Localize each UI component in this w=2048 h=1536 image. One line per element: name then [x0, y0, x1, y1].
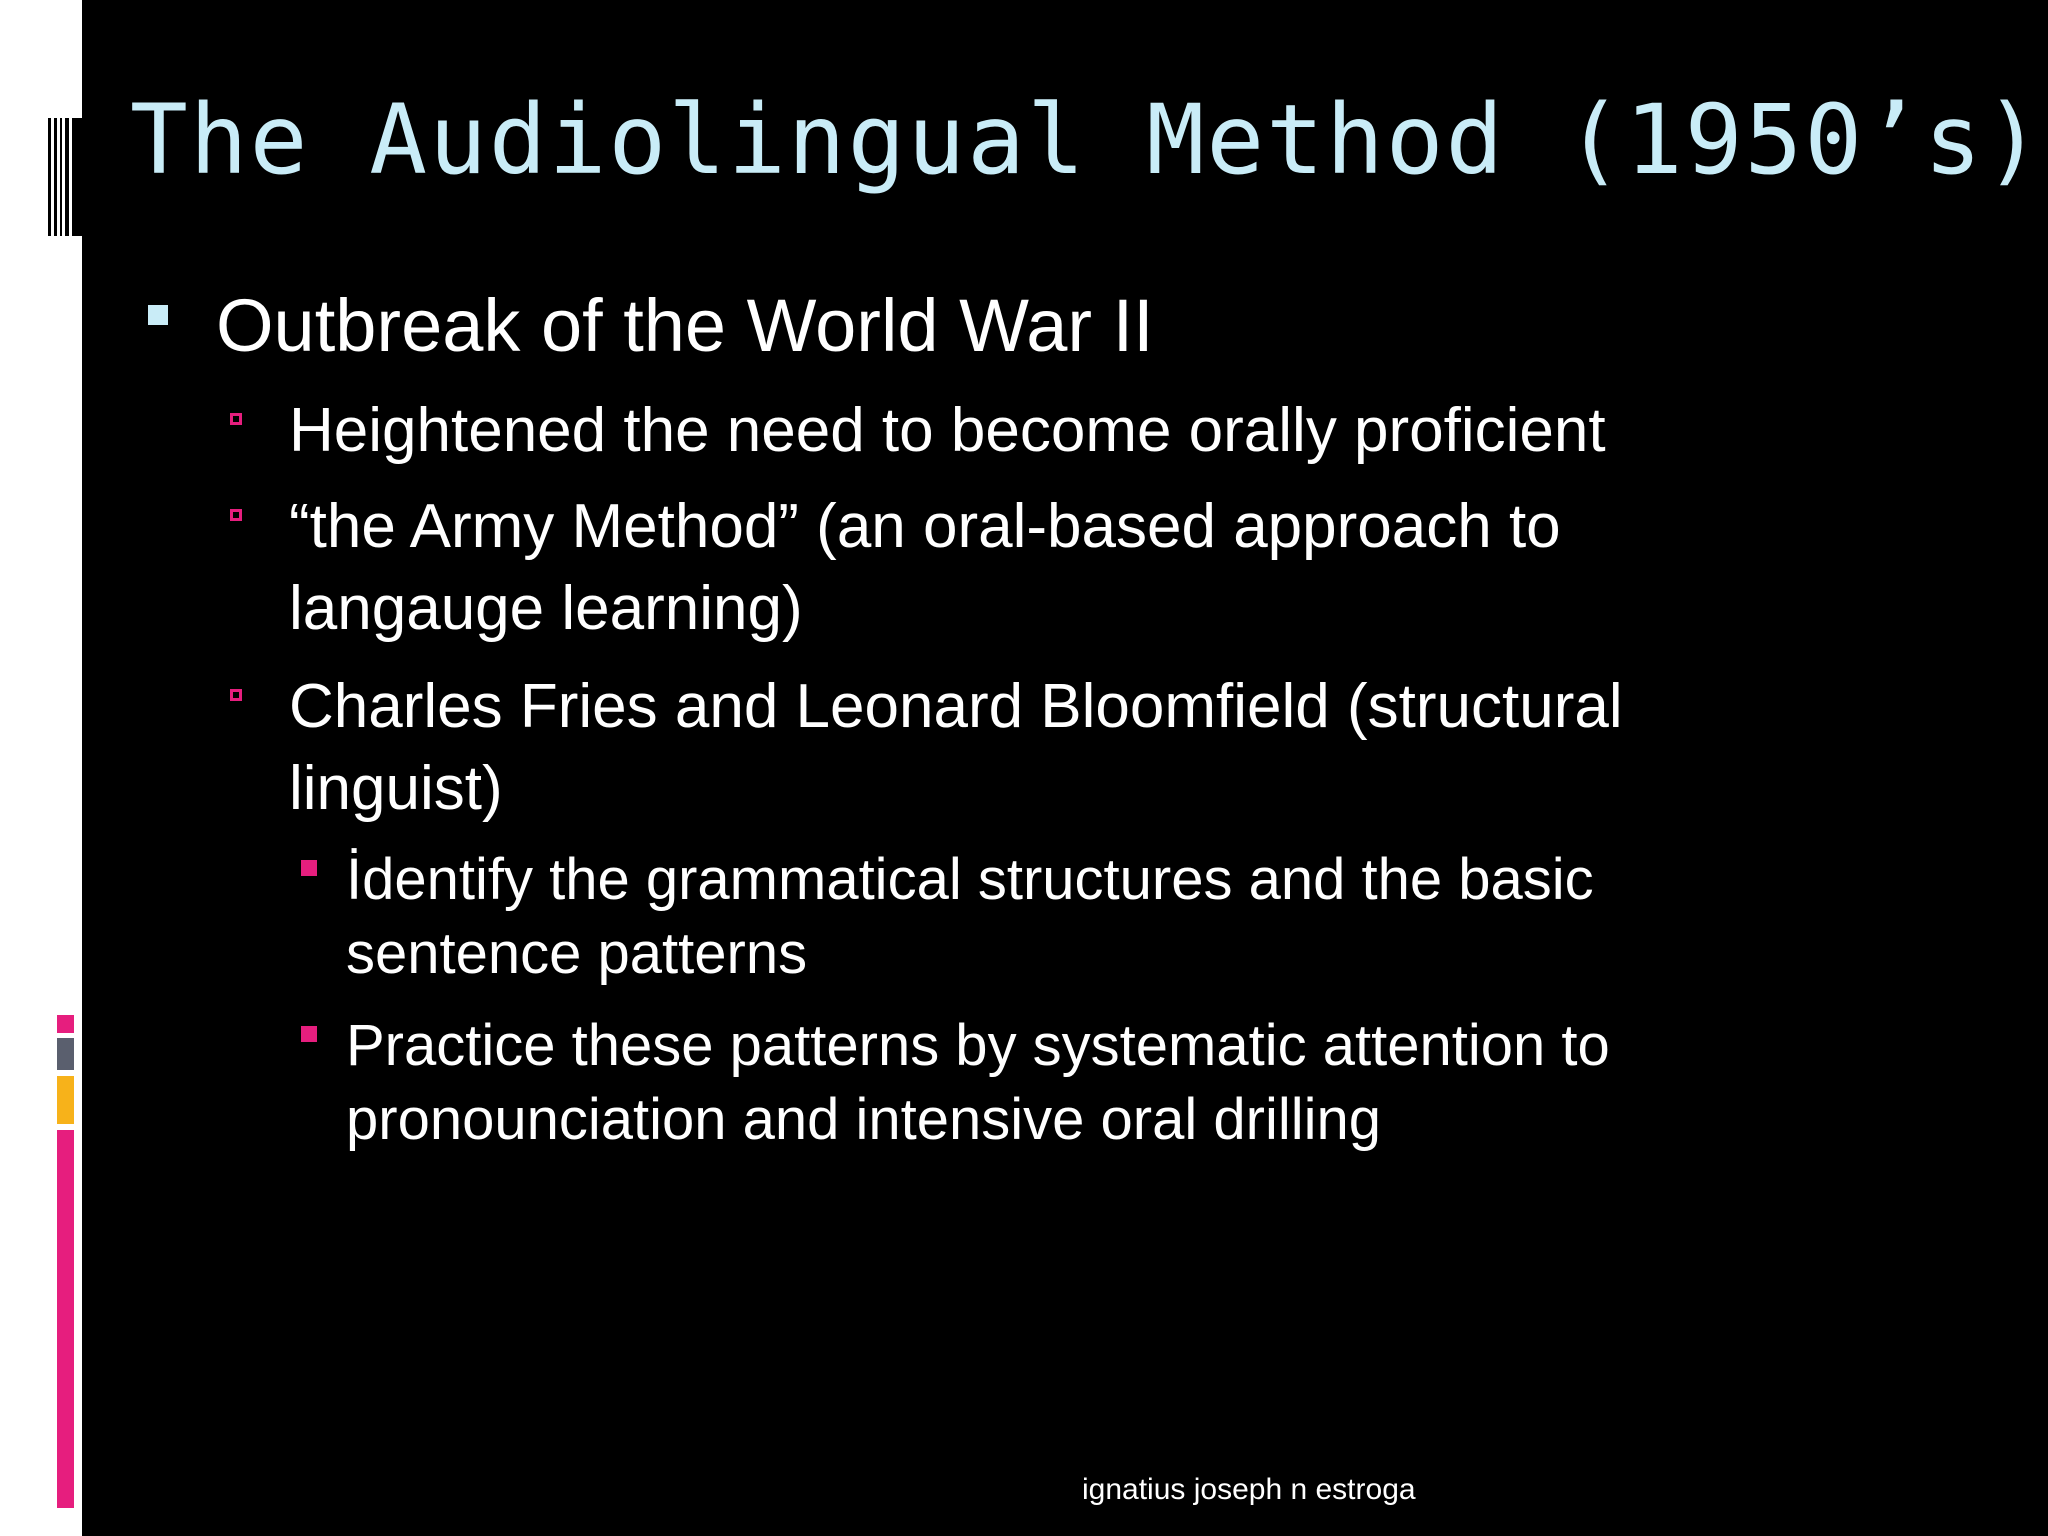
bullet-hollow-square-icon: [230, 413, 242, 425]
bullet-square-icon: [148, 305, 168, 325]
bullet-practice-patterns: Practice these patterns by systematic attention to pronounciation and intensive oral drilling: [346, 1013, 1610, 1152]
decorative-bars-icon: [46, 118, 82, 236]
bullet-hollow-square-icon: [230, 689, 242, 701]
bullet-filled-square-icon: [301, 860, 317, 876]
accent-bar-pink: [57, 1130, 74, 1508]
slide-title: The Audiolingual Method (1950’s): [130, 84, 2044, 196]
bullet-outbreak-ww2: Outbreak of the World War II: [216, 284, 1154, 367]
bullet-filled-square-icon: [301, 1026, 317, 1042]
bullet-hollow-square-icon: [230, 509, 242, 521]
bullet-identify-structures: İdentify the grammatical structures and the basic sentence patterns: [346, 847, 1594, 986]
accent-bar-orange: [57, 1076, 74, 1124]
accent-bar-pink-top: [57, 1015, 74, 1033]
bullet-heightened-need: Heightened the need to become orally proficient: [289, 396, 1606, 465]
bullet-fries-bloomfield: Charles Fries and Leonard Bloomfield (structural linguist): [289, 672, 1623, 823]
accent-bar-gray: [57, 1038, 74, 1070]
bullet-army-method: “the Army Method” (an oral-based approach to langauge learning): [289, 492, 1561, 643]
slide-footer-author: ignatius joseph n estroga: [1082, 1473, 1416, 1506]
